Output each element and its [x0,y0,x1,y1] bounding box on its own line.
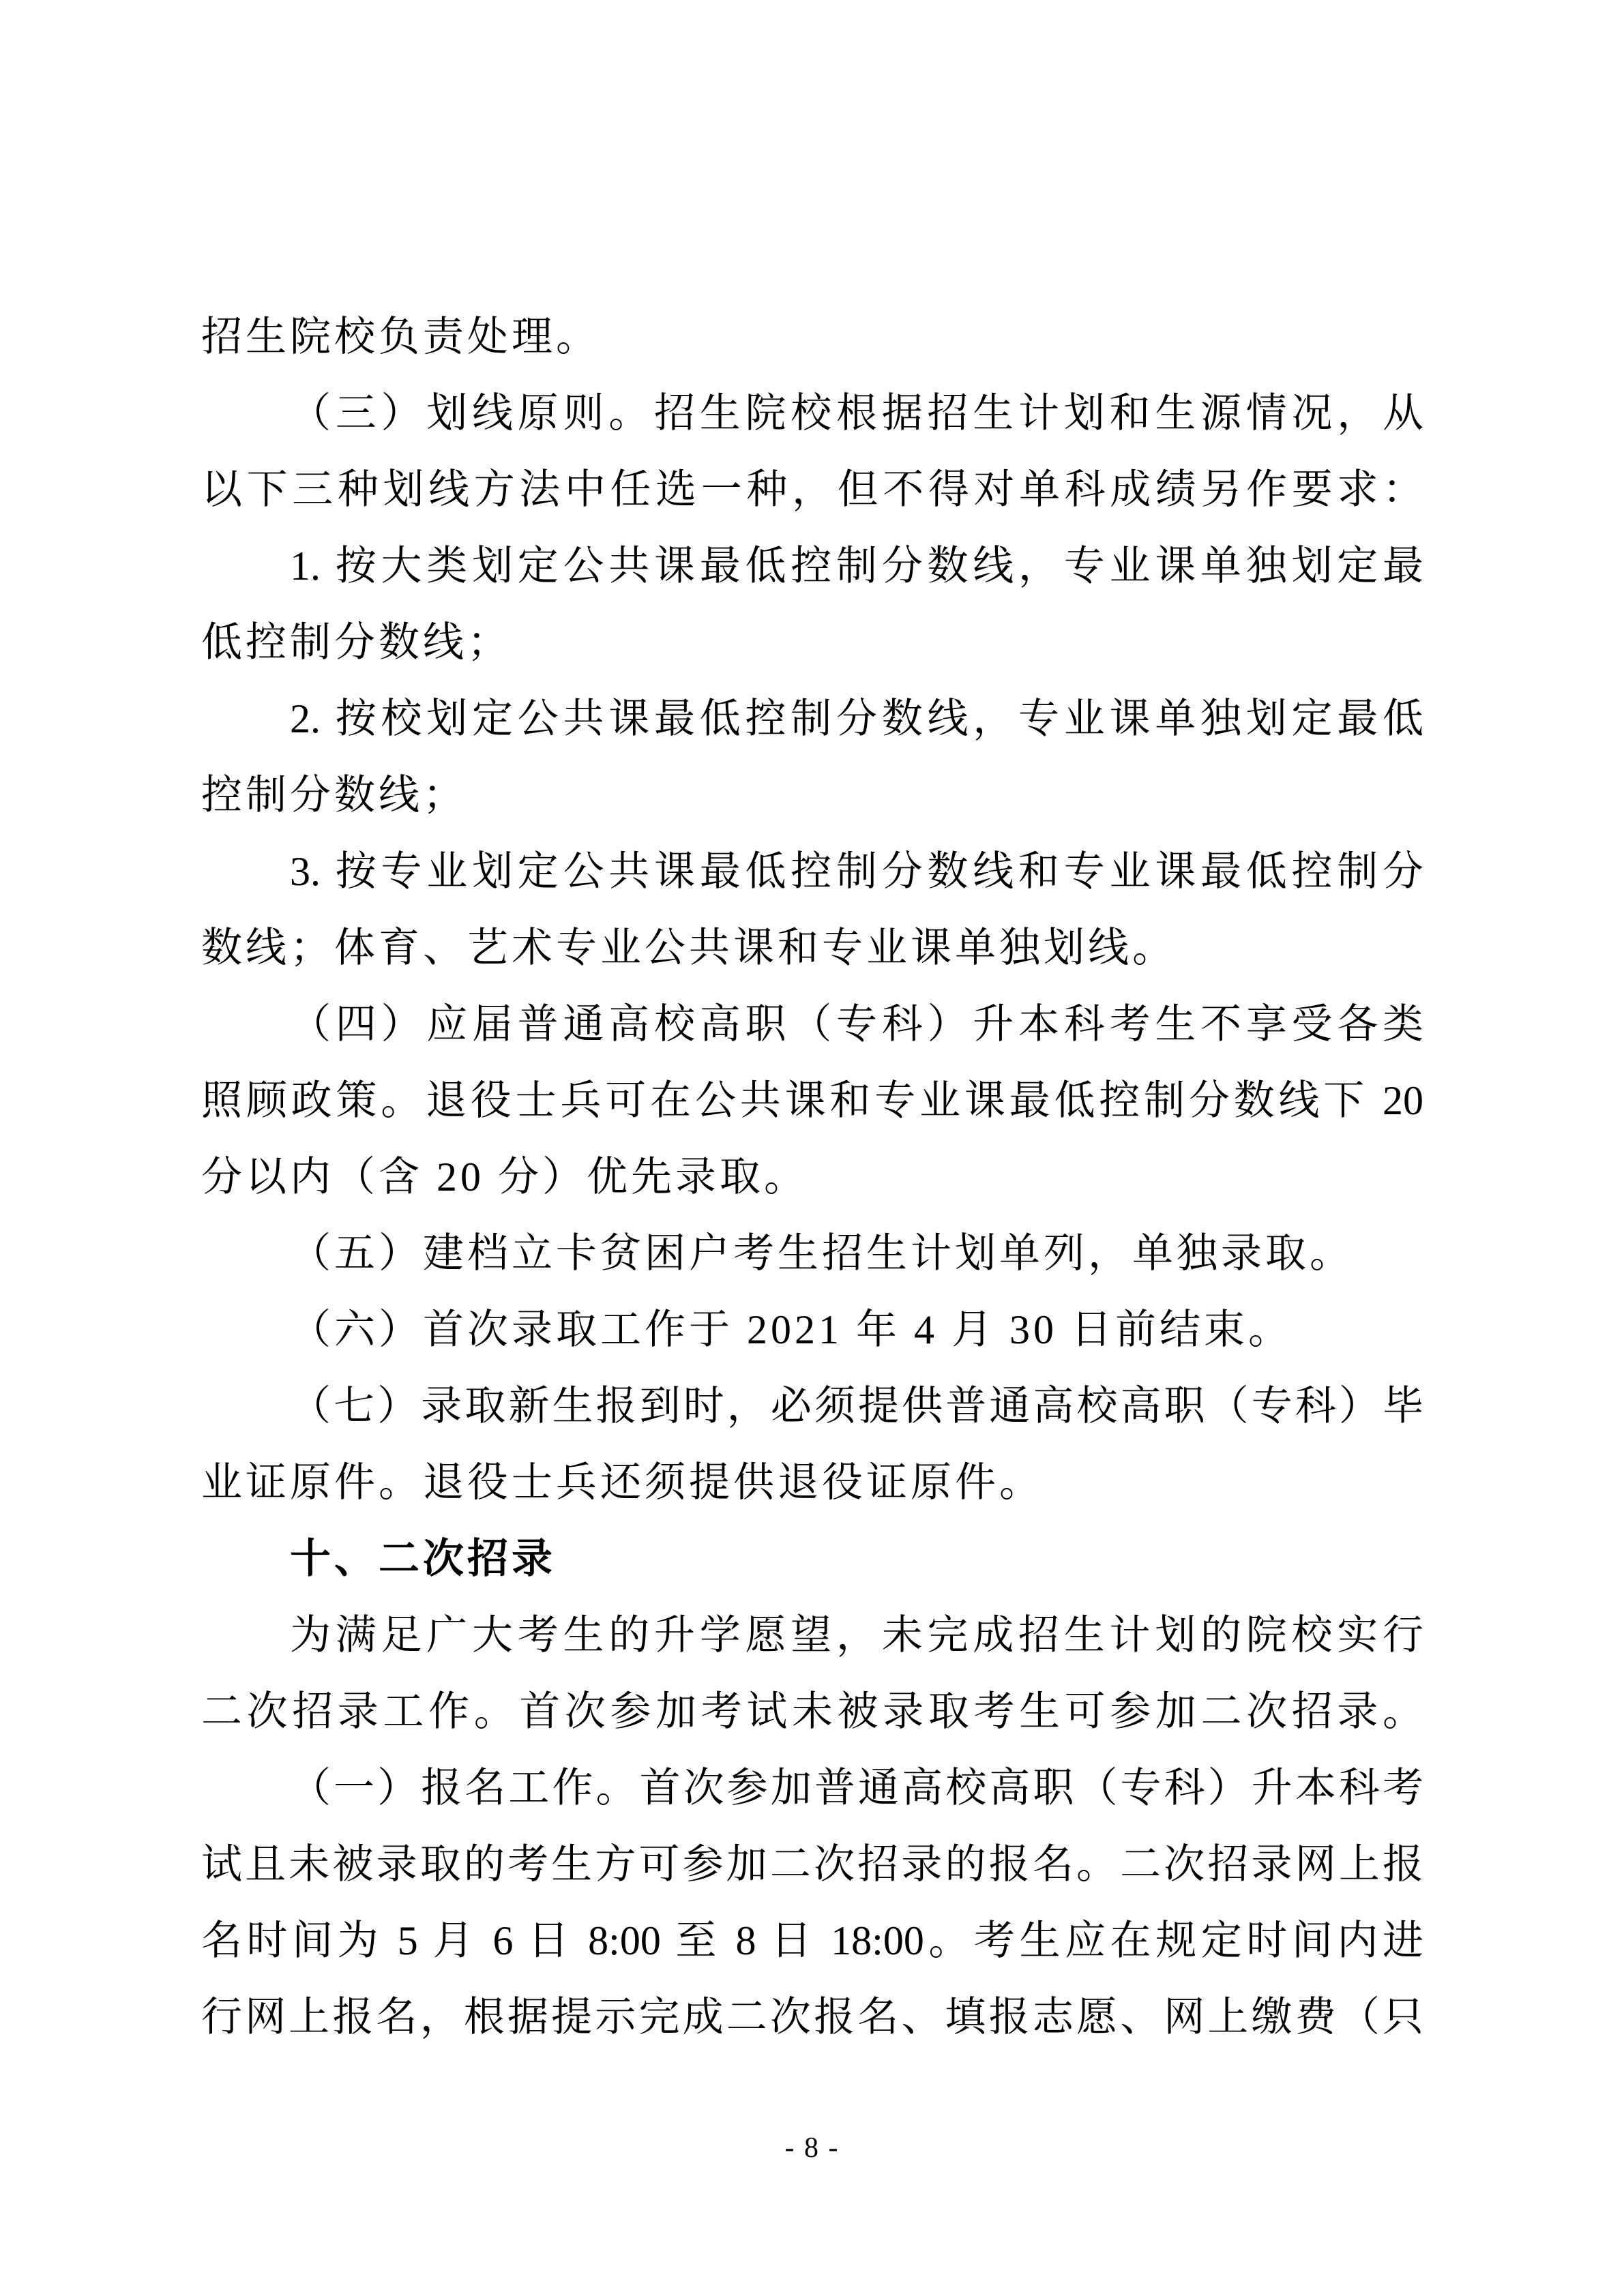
text-line: （四）应届普通高校高职（专科）升本科考生不享受各类 [290,1002,1423,1047]
text-line: （六）首次录取工作于 2021 年 4 月 30 日前结束。 [290,1307,1293,1352]
text-line: 照顾政策。退役士兵可在公共课和专业课最低控制分数线下 20 [201,1078,1423,1123]
text-line: 控制分数线； [201,773,467,818]
text-line: 1. 按大类划定公共课最低控制分数线，专业课单独划定最 [290,543,1423,588]
text-line: （七）录取新生报到时，必须提供普通高校高职（专科）毕 [290,1384,1423,1429]
text-line: 以下三种划线方法中任选一种，但不得对单科成绩另作要求： [201,467,1423,512]
text-line: （五）建档立卡贫困户考生招生计划单列，单独录取。 [290,1231,1354,1276]
text-line: 低控制分数线； [201,620,512,665]
page-number: - 8 - [784,2132,840,2164]
text-line: 试且未被录取的考生方可参加二次招录的报名。二次招录网上报 [201,1842,1423,1887]
text-line: 3. 按专业划定公共课最低控制分数线和专业课最低控制分 [290,849,1423,894]
text-line: 分以内（含 20 分）优先录取。 [201,1154,808,1199]
document-body [201,299,1423,2055]
text-line: 业证原件。退役士兵还须提供退役证原件。 [201,1460,1044,1505]
text-line: 为满足广大考生的升学愿望，未完成招生计划的院校实行 [290,1613,1423,1658]
text-line: （三）划线原则。招生院校根据招生计划和生源情况，从 [290,391,1423,436]
text-line: 2. 按校划定公共课最低控制分数线，专业课单独划定最低 [290,696,1423,741]
text-line: 招生院校负责处理。 [201,314,600,359]
text-line: （一）报名工作。首次参加普通高校高职（专科）升本科考 [290,1765,1423,1810]
text-line: 名时间为 5 月 6 日 8:00 至 8 日 18:00。考生应在规定时间内进 [201,1918,1423,1963]
section-heading: 十、二次招录 [290,1536,556,1581]
text-line: 数线；体育、艺术专业公共课和专业课单独划线。 [201,925,1177,970]
text-line: 行网上报名，根据提示完成二次报名、填报志愿、网上缴费（只 [201,1995,1423,2040]
text-line: 二次招录工作。首次参加考试未被录取考生可参加二次招录。 [201,1689,1423,1734]
